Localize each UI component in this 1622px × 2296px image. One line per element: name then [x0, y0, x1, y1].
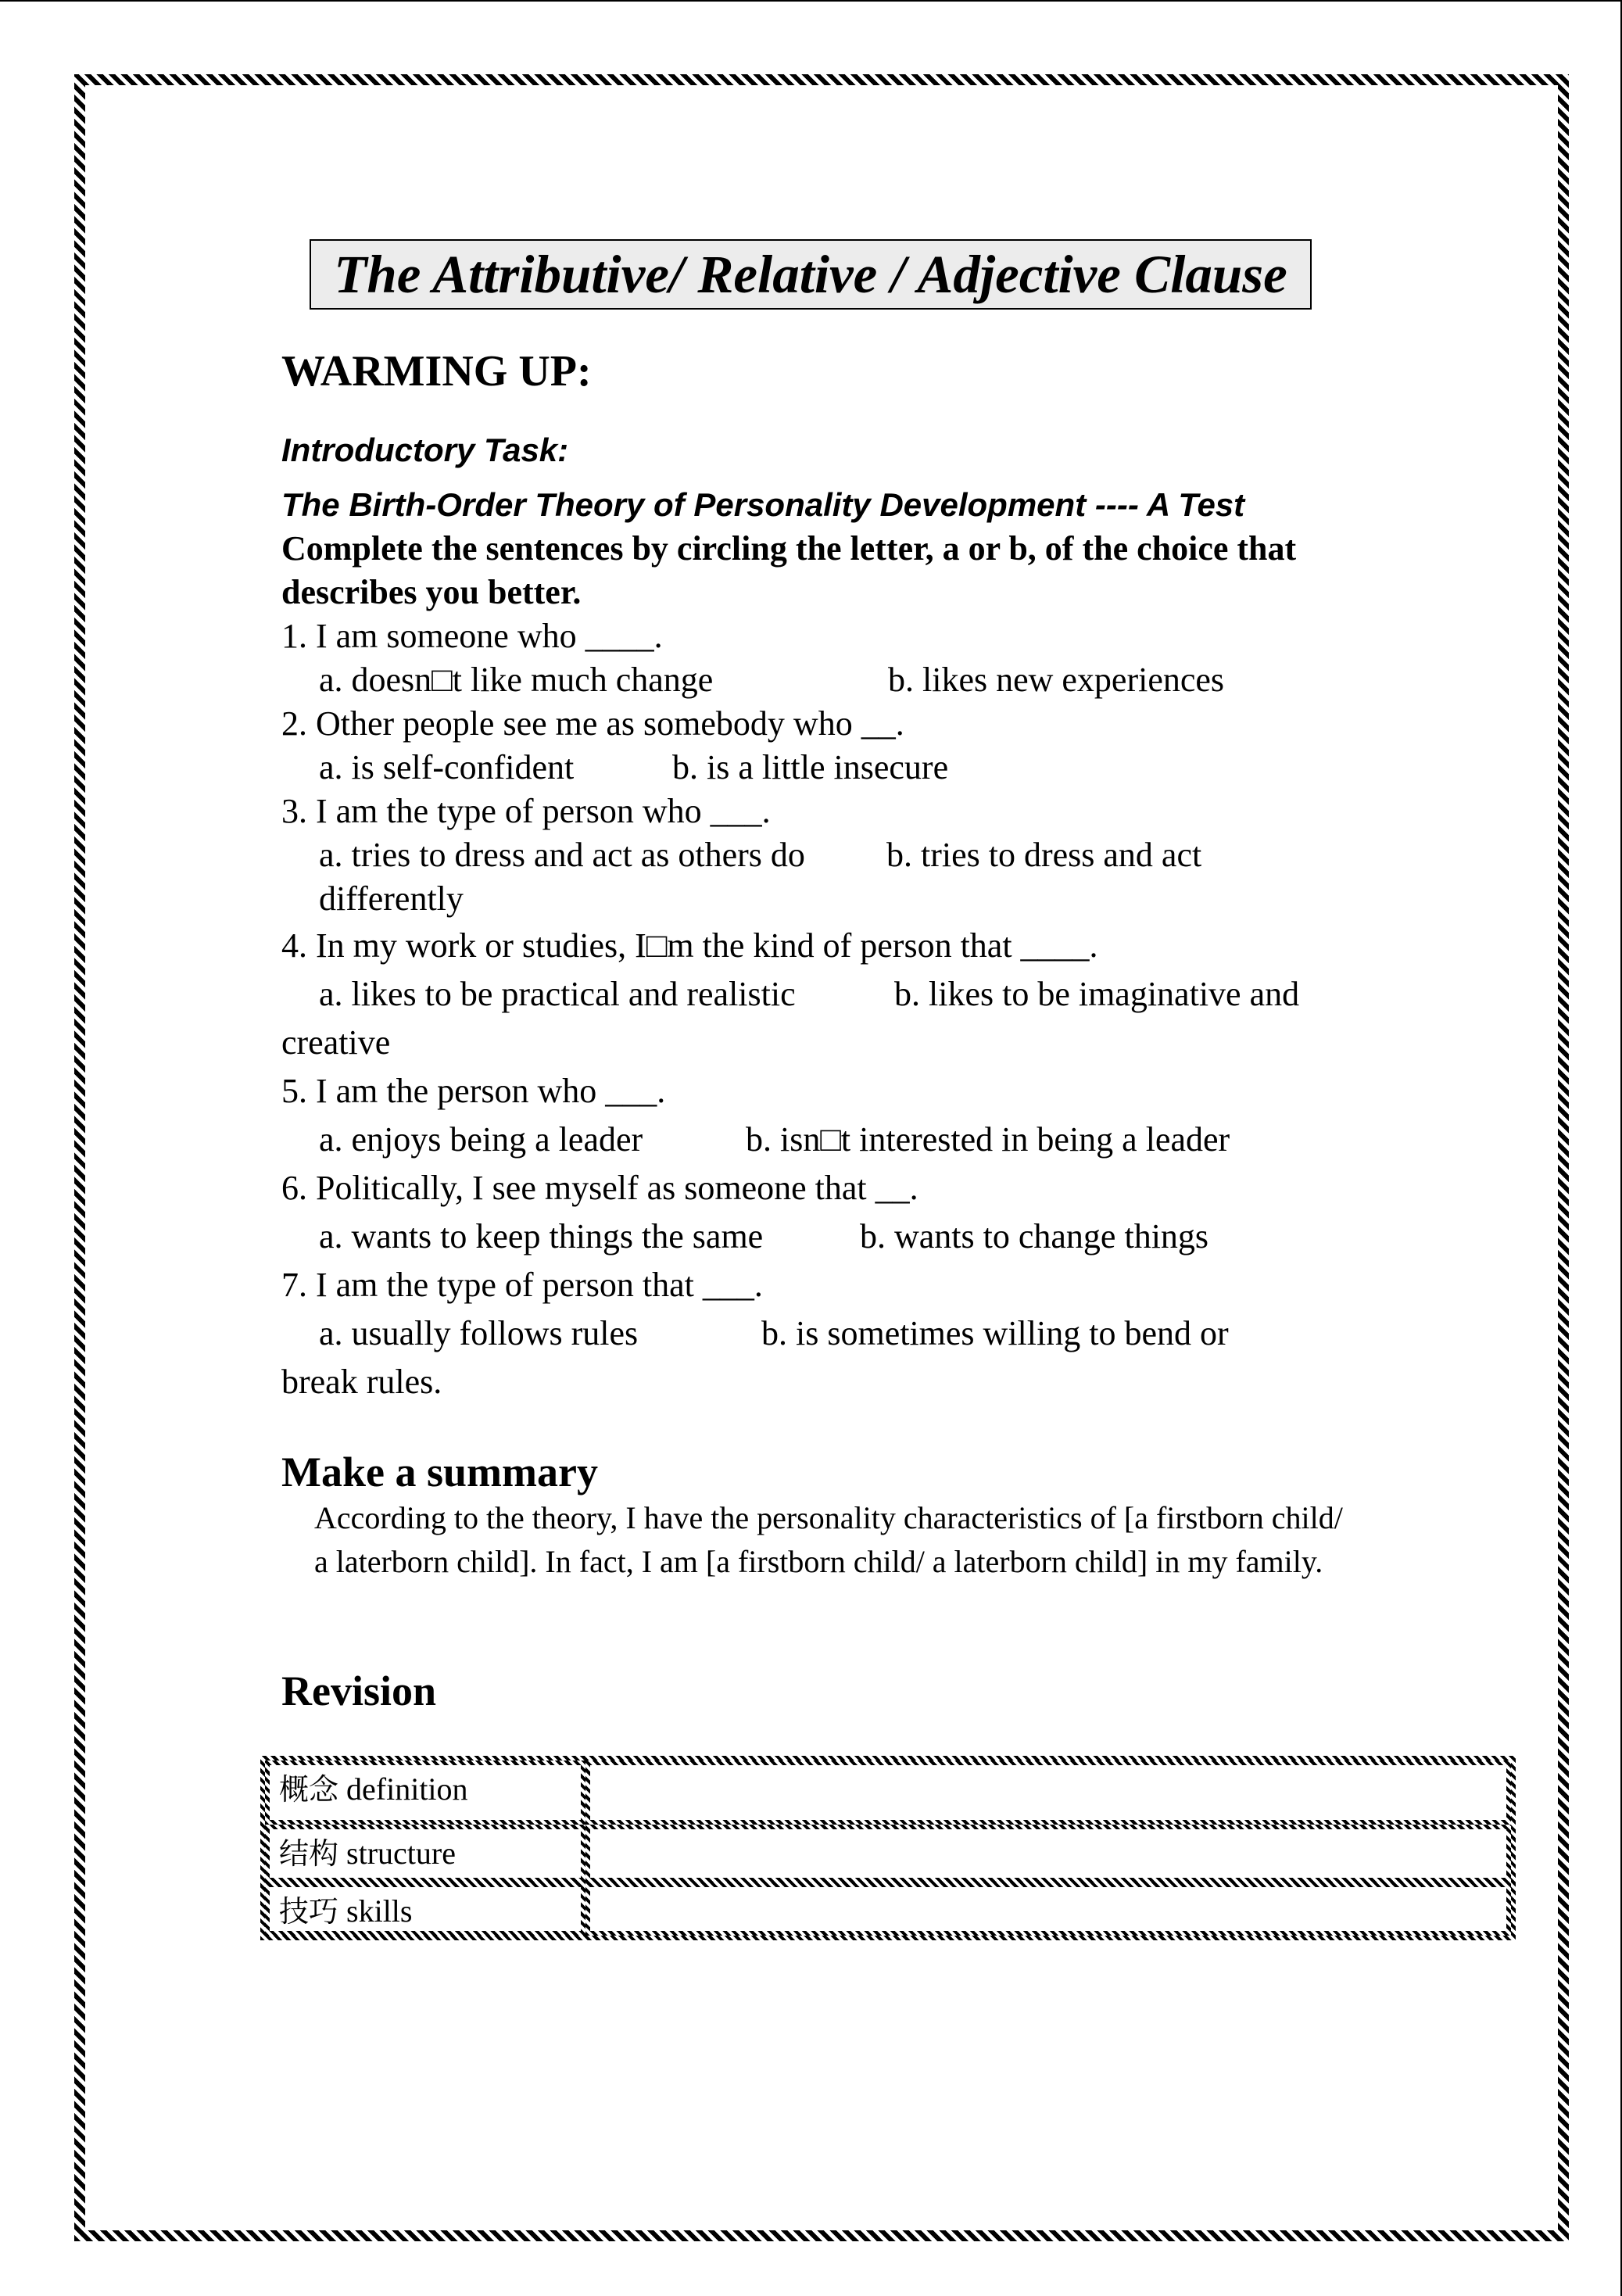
question-2-option-b: b. is a little insecure: [672, 748, 949, 786]
question-7-option-b: b. is sometimes willing to bend or: [761, 1314, 1229, 1352]
question-4-option-b-continued: creative: [281, 1023, 391, 1062]
revision-table: [260, 1756, 1516, 1940]
question-4-stem: 4. In my work or studies, I□m the kind of person that ____.: [281, 926, 1098, 965]
question-3-option-a: a. tries to dress and act as others do: [319, 836, 805, 874]
table-label-cell: [265, 1882, 585, 1936]
table-row-definition: [265, 1761, 1511, 1825]
revision-heading: Revision: [281, 1667, 437, 1714]
label-chinese: 技巧: [279, 1894, 339, 1929]
table-label-cell: [265, 1825, 585, 1882]
summary-text: According to the theory, I have the personality characteristics of [a firstborn child/ a laterborn child]. In fact, I am [a firstborn child/ a laterborn child] in my family.: [314, 1500, 1343, 1579]
question-4-option-b: b. likes to be imaginative and: [894, 975, 1300, 1013]
question-5-option-b: b. isn□t interested in being a leader: [746, 1120, 1230, 1159]
test-subtitle: The Birth-Order Theory of Personality Development ---- A Test: [281, 486, 1245, 523]
question-7-option-b-continued: break rules.: [281, 1363, 442, 1401]
instructions: Complete the sentences by circling the letter, a or b, of the choice that describes you better.: [281, 529, 1297, 611]
question-7-option-a: a. usually follows rules: [319, 1314, 639, 1352]
label-english: definition: [346, 1771, 468, 1807]
question-5-option-a: a. enjoys being a leader: [319, 1120, 643, 1159]
introductory-task-label: Introductory Task:: [281, 432, 569, 468]
label-chinese: 结构: [279, 1836, 339, 1871]
page-top-edge: [0, 0, 1622, 2]
table-answer-cell-structure[interactable]: [585, 1825, 1511, 1882]
label-chinese: 概念: [279, 1772, 339, 1807]
table-answer-cell-skills[interactable]: [585, 1882, 1511, 1936]
question-2-option-a: a. is self-confident: [319, 748, 575, 786]
question-3-option-b: b. tries to dress and act: [886, 836, 1202, 874]
question-6-stem: 6. Politically, I see myself as someone that __.: [281, 1169, 918, 1207]
worksheet-title: The Attributive/ Relative / Adjective Clause: [310, 239, 1312, 310]
table-answer-cell-definition[interactable]: [585, 1761, 1511, 1825]
question-7-stem: 7. I am the type of person that ___.: [281, 1266, 763, 1304]
table-row-skills: [265, 1882, 1511, 1936]
question-1-stem: 1. I am someone who ____.: [281, 617, 663, 655]
question-6-option-b: b. wants to change things: [860, 1217, 1209, 1255]
question-5-stem: 5. I am the person who ___.: [281, 1072, 666, 1110]
question-6-option-a: a. wants to keep things the same: [319, 1217, 764, 1255]
table-label-cell: [265, 1761, 585, 1825]
question-1-option-a: a. doesn□t like much change: [319, 661, 714, 699]
summary-heading: Make a summary: [281, 1449, 598, 1495]
table-row-structure: [265, 1825, 1511, 1882]
label-english: skills: [346, 1893, 413, 1929]
question-3-option-b-continued: differently: [319, 879, 464, 918]
question-4-option-a: a. likes to be practical and realistic: [319, 975, 796, 1013]
warming-up-heading: WARMING UP:: [281, 347, 592, 396]
label-english: structure: [346, 1836, 456, 1871]
question-3-stem: 3. I am the type of person who ___.: [281, 792, 771, 830]
question-2-stem: 2. Other people see me as somebody who __.: [281, 704, 904, 743]
question-1-option-b: b. likes new experiences: [888, 661, 1225, 699]
